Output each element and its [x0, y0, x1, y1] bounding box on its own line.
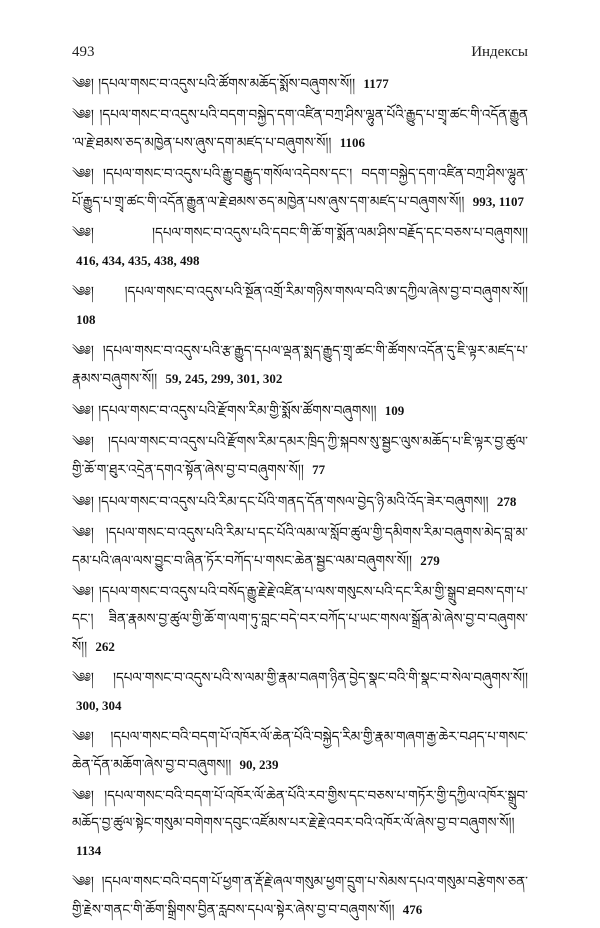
entry-page-numbers: 1177 — [363, 76, 389, 91]
index-entry — [72, 869, 528, 924]
entry-title: ༄༅། །དཔལ་གསང་བ་འདུས་པའི་ཚོགས་མཆོད་སྨོས་བཞུགས་སོ།། — [72, 76, 356, 92]
index-entry — [72, 220, 528, 275]
entry-title: ༄༅། །དཔལ་གསང་བ་འདུས་པའི་ས་ལམ་གྱི་རྣམ་བཞག་ཉིན་བྱེད་སྣང་བའི་གི་སྣང་བ་སེལ་བཞུགས་སོ།། — [72, 670, 528, 686]
entry-page-numbers: 993, 1107 — [472, 194, 524, 209]
index-entry — [72, 429, 528, 484]
entry-page-numbers: 77 — [312, 462, 326, 477]
index-entry — [72, 520, 528, 575]
entry-page-numbers: 262 — [95, 639, 115, 654]
entry-title: ༄༅། །དཔལ་གསང་བ་འདུས་པའི་བདག་བསྐྱེད་དག་འཛིན་བཀྲ་ཤིས་ལྷུན་པོའི་རྒྱུད་པ་གྲྭ་ཚང་གི་འདོན་རྒྱུན་ལ་རྗེ་ཐམས་ཅད་མཁྱེན་པས་ཞུས་དག་མཛད་པ་བཞུགས་སོ།། — [72, 107, 528, 151]
entry-page-numbers: 1106 — [339, 135, 366, 150]
index-entries — [72, 70, 528, 928]
section-title: Индексы — [471, 44, 528, 60]
index-entry — [72, 579, 528, 661]
entry-page-numbers: 1134 — [76, 843, 102, 858]
entry-page-numbers: 90, 239 — [239, 757, 279, 772]
entry-page-numbers: 109 — [384, 403, 405, 418]
entry-title: ༄༅། །དཔལ་གསང་བའི་བདག་པོ་འཁོར་ལོ་ཆེན་པོའི་རབ་གྱིས་དང་བཅས་པ་གཏོར་གྱི་དཀྱིལ་འཁོར་སྒྲུབ་མཆོད་བྱ་ཚུལ་སྟེང་གསུམ་བགེགས་དབུང་འཛོམས་པར་རྗེ་རྗེ་འབར་བའི་འཁོར་ལོ་ཞེས་བྱ་བ་བཞུགས་སོ།། — [72, 788, 528, 831]
entry-title: ༄༅། །དཔལ་གསང་བའི་བདག་པོ་ཕྱག་ན་རྡོ་རྗེ་ཞལ་གསུམ་ཕྱག་དྲུག་པ་སེམས་དཔའ་གསུམ་བརྩེགས་ཅན་གྱི་རྗེས་གནང་གི་ཆོག་སྒྲིགས་བྱིན་རླབས་དཔལ་སྟེར་ཞེས་བྱ་བ་བཞུགས་སོ།། — [72, 874, 528, 918]
index-entry — [72, 161, 528, 216]
entry-page-numbers: 300, 304 — [76, 698, 122, 713]
entry-page-numbers: 278 — [496, 494, 517, 509]
entry-page-numbers: 108 — [76, 312, 96, 327]
entry-title: ༄༅། །དཔལ་གསང་བ་འདུས་པའི་རིམ་དང་པོའི་གནད་དོན་གསལ་བྱེད་ཉི་མའི་འོད་ཟེར་བཞུགས།། — [72, 494, 489, 510]
entry-title: ༄༅། །དཔལ་གསང་བ་འདུས་པའི་རིམ་པ་དང་པོའི་ལམ་ལ་སློབ་ཚུལ་གྱི་དམིགས་རིམ་བཞུགས་མེད་བླ་མ་དམ་པའི་ཞལ་ལས་བྱུང་བ་ཞིན་ཏོར་བཀོད་པ་གསང་ཆེན་སྦྱང་ལམ་བཞུགས་སོ།། — [72, 525, 528, 569]
entry-title: ༄༅། །དཔལ་གསང་བ་འདུས་པའི་རྩ་རྒྱུད་དཔལ་ལྡན་སྨད་རྒྱུད་གྲྭ་ཚང་གི་ཚོགས་འདོན་དུ་ཇི་ལྟར་མཛད་པ་རྣམས་བཞུགས་སོ།། — [72, 343, 528, 387]
index-entry — [72, 724, 528, 779]
index-entry — [72, 338, 528, 393]
index-entry — [72, 783, 528, 865]
entry-page-numbers: 476 — [402, 902, 423, 917]
index-entry — [72, 70, 528, 98]
page-number: 493 — [72, 44, 95, 60]
index-entry — [72, 665, 528, 720]
running-header — [72, 44, 528, 66]
entry-page-numbers: 59, 245, 299, 301, 302 — [165, 371, 283, 386]
index-entry — [72, 102, 528, 157]
entry-title: ༄༅། །དཔལ་གསང་བ་འདུས་པའི་རྫོགས་རིམ་དམར་ཁྲིད་ཀྱི་སྐབས་སུ་སྦྱང་ལུས་མཆོད་པ་ཇི་ལྟར་བྱ་ཚུལ་གྱི་ཆོ་ག་ཐུར་འདྲེན་དགའ་སྟོན་ཞེས་བྱ་བ་བཞུགས་སོ།། — [72, 434, 528, 478]
entry-title: ༄༅། །དཔལ་གསང་བ་འདུས་པའི་བསོད་རྒྱུ་རྗེ་རྗེ་འཛིན་པ་ལས་གསུངས་པའི་དང་རིམ་གྱི་སྒྲུབ་ཐབས་དག་པ་དང་། ཟིན་རྣམས་བྱ་ཚུལ་གྱི་ཆོ་ག་ལག་ཏུ་བླང་བདེ་བར་བཀོད་པ་ཡང་གསལ་སྒྲོན་མེ་ཞེས་བྱ་བ་བཞུགས་སོ།། — [72, 584, 528, 655]
entry-title: ༄༅། །དཔལ་གསང་བ་འདུས་པའི་རྒྱུ་བརྒྱུད་གསོལ་འདེབས་དང་། བདག་བསྐྱེད་དག་འཛིན་བཀྲ་ཤིས་ལྷུན་པོ་རྒྱུད་པ་གྲྭ་ཚང་གི་འདོན་རྒྱུན་ལ་རྗེ་ཐམས་ཅད་མཁྱེན་པས་ཞུས་དག་མཛད་པ་བཞུགས་སོ།། — [72, 166, 528, 210]
index-entry — [72, 279, 528, 334]
entry-title: ༄༅། །དཔལ་གསང་བའི་བདག་པོ་འཁོར་ལོ་ཆེན་པོའི་བསྐྱེད་རིམ་གྱི་རྣམ་གཞག་རྒྱ་ཆེར་བཤད་པ་གསང་ཆེན་དོན་མཆོག་ཞེས་བྱ་བ་བཞུགས།། — [72, 729, 528, 773]
entry-page-numbers: 279 — [420, 553, 440, 568]
index-entry — [72, 488, 528, 516]
entry-title: ༄༅། །དཔལ་གསང་བ་འདུས་པའི་སྔོན་འགྲོ་རིམ་གཉིས་གསལ་བའི་ཨ་དཀྱིལ་ཞེས་བྱ་བ་བཞུགས་སོ།། — [72, 284, 528, 300]
index-entry — [72, 397, 528, 425]
entry-page-numbers: 416, 434, 435, 438, 498 — [76, 253, 200, 268]
entry-title: ༄༅། །དཔལ་གསང་བ་འདུས་པའི་དབང་གི་ཆོ་ག་སྨོན་ལམ་ཤིས་བརྗོད་དང་བཅས་པ་བཞུགས།། — [72, 225, 528, 241]
entry-title: ༄༅། །དཔལ་གསང་བ་འདུས་པའི་རྫོགས་རིམ་གྱི་སྨོས་ཚོགས་བཞུགས།། — [72, 403, 377, 419]
